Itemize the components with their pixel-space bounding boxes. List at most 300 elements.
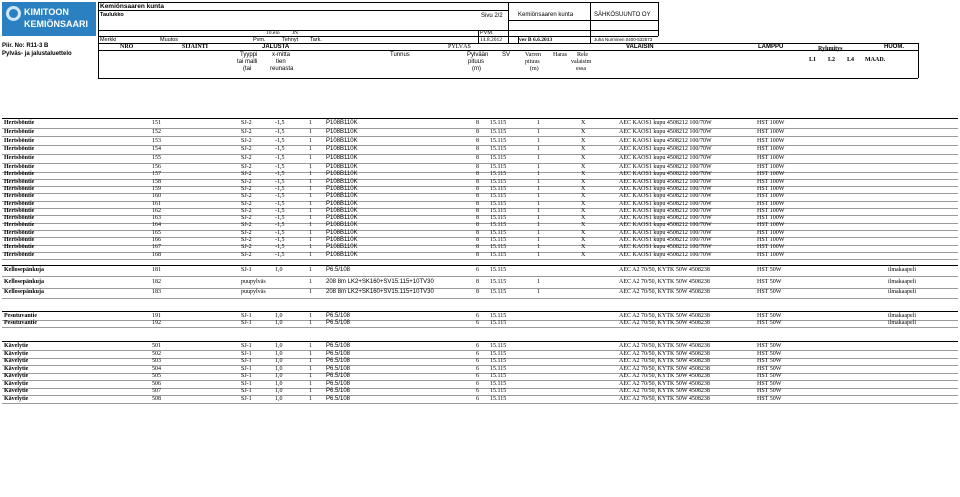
cell-jal: SJ-2 — [241, 128, 252, 135]
cell-tun: P108B110K — [326, 229, 358, 236]
cell-pit: 8 — [476, 128, 479, 135]
cell-pit: 8 — [476, 164, 479, 170]
client-name: Kemiönsaaren kunta — [518, 12, 574, 18]
cell-loc: Hertsböntie — [4, 251, 35, 258]
cell-val: AEC A2 70/50, KYTK 50W 4508238 — [619, 313, 710, 319]
cell-x: 1,0 — [275, 358, 283, 364]
cell-v: 15.115 — [490, 244, 507, 251]
cell-val: AEC A2 70/50, KYTK 50W 4508238 — [619, 380, 710, 387]
cell-pit: 6 — [476, 373, 479, 379]
row-divider — [2, 145, 958, 146]
cell-lam: HST 100W — [757, 222, 785, 229]
designer-company: SÄHKÖSUUNTO OY — [594, 12, 651, 18]
cell-v: 15.115 — [490, 358, 507, 364]
cell-x: 1,0 — [275, 313, 283, 319]
cell-v: 15.115 — [490, 215, 507, 222]
cell-c: 1 — [537, 237, 540, 243]
cell-c: 1 — [537, 279, 540, 285]
row-divider — [2, 380, 958, 381]
cell-tun: P108B110K — [326, 137, 358, 144]
cell-loc: Hertsböntie — [4, 178, 35, 185]
cell-c: 1 — [537, 128, 540, 135]
cell-pit: 8 — [476, 237, 479, 243]
cell-jal: SJ-2 — [241, 193, 252, 200]
col-lamppu: LAMPPU — [758, 44, 784, 50]
cell-r: X — [581, 137, 586, 144]
col-l1: L1 — [809, 57, 817, 63]
cell-v: 15.115 — [490, 207, 507, 214]
revision-value: ver B 6.6.2013 — [519, 37, 553, 43]
cell-r: X — [581, 222, 586, 229]
cell-val: AEC KAOS1 kupu 4508212 100/70W — [619, 120, 712, 126]
cell-c: 1 — [537, 222, 540, 229]
cell-nro: 508 — [152, 395, 161, 402]
cell-tun: P6.5/108 — [326, 350, 351, 357]
cell-val: AEC KAOS1 kupu 4508212 100/70W — [619, 164, 712, 170]
cell-n: 1 — [309, 267, 312, 273]
cell-v: 15.115 — [490, 373, 507, 379]
cell-x: -1,5 — [275, 137, 285, 144]
col-xmitta-3: reunasta — [270, 66, 294, 72]
cell-jal: SJ-2 — [241, 207, 252, 214]
cell-n: 1 — [309, 289, 312, 295]
cell-nro: 192 — [152, 320, 161, 326]
made-label: Tehnyt — [282, 37, 299, 43]
cell-x: -1,5 — [275, 215, 285, 222]
cell-x: -1,5 — [275, 207, 285, 214]
cell-n: 1 — [309, 388, 312, 394]
cell-v: 15.115 — [490, 320, 507, 326]
cell-pit: 8 — [476, 222, 479, 229]
cell-val: AEC A2 70/50, KYTK 50W 4508238 — [619, 395, 710, 402]
col-rele-2: valaisim — [571, 59, 592, 65]
cell-v: 15.115 — [490, 279, 507, 285]
cell-tun: P108B110K — [326, 120, 358, 126]
cell-val: AEC A2 70/50, KYTK 50W 4508238 — [619, 279, 710, 285]
cell-loc: Kävelytie — [4, 395, 29, 402]
cell-huom: ilmakaapeli — [888, 289, 916, 295]
cell-pit: 6 — [476, 380, 479, 387]
cell-n: 1 — [309, 155, 312, 162]
cell-lam: HST 50W — [757, 267, 782, 273]
col-huom: HUOM. — [884, 44, 904, 50]
cell-r: X — [581, 178, 586, 185]
cell-c: 1 — [537, 193, 540, 200]
cell-n: 1 — [309, 185, 312, 192]
cell-tun: P108B110K — [326, 193, 358, 200]
row-divider — [2, 265, 958, 266]
cell-val: AEC KAOS1 kupu 4508212 100/70W — [619, 215, 712, 222]
col-pylvas: PYLVÄS — [448, 44, 471, 50]
col-haras: Haras — [553, 52, 567, 58]
cell-tun: P108B110K — [326, 200, 358, 207]
cell-huom: ilmakaapeli — [888, 313, 916, 319]
cell-n: 1 — [309, 171, 312, 178]
col-sijainti: SIJAINTI — [182, 44, 209, 50]
logo-line1: KIMITOON — [24, 7, 69, 17]
cell-jal: SJ-1 — [241, 365, 252, 372]
cell-r: X — [581, 229, 586, 236]
cell-pit: 8 — [476, 279, 479, 285]
cell-tun: P108B110K — [326, 128, 358, 135]
plan-name: Pylväs- ja jalustaluettelo — [2, 51, 72, 57]
cell-loc: Hertsböntie — [4, 137, 35, 144]
cell-nro: 501 — [152, 343, 161, 349]
cell-val: AEC A2 70/50, KYTK 50W 4508238 — [619, 358, 710, 364]
cell-n: 1 — [309, 178, 312, 185]
cell-pit: 6 — [476, 320, 479, 326]
row-divider — [2, 259, 958, 260]
col-valaisin: VALAISIN — [626, 44, 654, 50]
cell-loc: Hertsböntie — [4, 146, 35, 153]
col-jalusta: JALUSTA — [262, 44, 290, 50]
cell-huom: ilmakaapeli — [888, 279, 916, 285]
pvm-label: PVM. — [480, 30, 494, 36]
cell-x: 1,0 — [275, 373, 283, 379]
cell-lam: HST 100W — [757, 215, 785, 222]
revision-label: Muutos — [160, 37, 179, 43]
cell-loc: Hertsböntie — [4, 200, 35, 207]
page-number: Sivu 2/2 — [481, 13, 503, 19]
cell-c: 1 — [537, 164, 540, 170]
cell-v: 15.115 — [490, 171, 507, 178]
cell-loc: Kävelytie — [4, 388, 29, 394]
cell-nro: 156 — [152, 164, 161, 170]
row-divider — [2, 395, 958, 396]
cell-c: 1 — [537, 185, 540, 192]
cell-nro: 165 — [152, 229, 161, 236]
cell-c: 1 — [537, 137, 540, 144]
cell-val: AEC KAOS1 kupu 4508212 100/70W — [619, 185, 712, 192]
cell-tun: P108B110K — [326, 207, 358, 214]
cell-tun: P108B110K — [326, 146, 358, 153]
cell-pit: 8 — [476, 120, 479, 126]
cell-v: 15.115 — [490, 137, 507, 144]
cell-n: 1 — [309, 200, 312, 207]
cell-x: -1,5 — [275, 251, 285, 258]
cell-lam: HST 100W — [757, 120, 785, 126]
cell-nro: 152 — [152, 128, 161, 135]
cell-lam: HST 100W — [757, 200, 785, 207]
cell-lam: HST 100W — [757, 251, 785, 258]
row-divider — [2, 179, 958, 180]
cell-v: 15.115 — [490, 229, 507, 236]
cell-jal: SJ-1 — [241, 343, 252, 349]
cell-x: -1,5 — [275, 178, 285, 185]
cell-lam: HST 100W — [757, 128, 785, 135]
cell-pit: 8 — [476, 229, 479, 236]
row-divider — [2, 341, 958, 342]
cell-lam: HST 100W — [757, 137, 785, 144]
col-tyyppi-3: (tai — [243, 66, 252, 72]
cell-v: 15.115 — [490, 313, 507, 319]
cell-jal: SJ-1 — [241, 388, 252, 394]
cell-lam: HST 100W — [757, 237, 785, 243]
cell-tun: P108B110K — [326, 237, 358, 243]
cell-pit: 8 — [476, 171, 479, 178]
cell-n: 1 — [309, 193, 312, 200]
row-divider — [2, 276, 958, 277]
row-divider — [2, 350, 958, 351]
cell-v: 15.115 — [490, 128, 507, 135]
cell-lam: HST 100W — [757, 164, 785, 170]
row-divider — [2, 237, 958, 238]
cell-x: 1,0 — [275, 395, 283, 402]
col-rele-1: Rele — [577, 52, 588, 58]
cell-r: X — [581, 200, 586, 207]
cell-pit: 6 — [476, 350, 479, 357]
cell-v: 15.115 — [490, 200, 507, 207]
cell-lam: HST 100W — [757, 171, 785, 178]
cell-c: 1 — [537, 178, 540, 185]
cell-val: AEC A2 70/50, KYTK 50W 4508238 — [619, 350, 710, 357]
cell-n: 1 — [309, 146, 312, 153]
cell-x: 1,0 — [275, 388, 283, 394]
cell-v: 15.115 — [490, 380, 507, 387]
cell-val: AEC A2 70/50, KYTK 50W 4508238 — [619, 320, 710, 326]
cell-jal: SJ-2 — [241, 155, 252, 162]
col-pituus-2: pituus — [468, 59, 485, 65]
cell-n: 1 — [309, 365, 312, 372]
cell-tun: P6.5/108 — [326, 380, 351, 387]
cell-pit: 8 — [476, 178, 479, 185]
cell-n: 1 — [309, 279, 312, 285]
cell-lam: HST 50W — [757, 289, 782, 295]
cell-lam: HST 100W — [757, 178, 785, 185]
row-divider — [2, 172, 958, 173]
cell-c: 1 — [537, 200, 540, 207]
cell-r: X — [581, 155, 586, 162]
cell-n: 1 — [309, 222, 312, 229]
cell-nro: 153 — [152, 137, 161, 144]
cell-nro: 505 — [152, 373, 161, 379]
cell-c: 1 — [537, 146, 540, 153]
cell-tun: P6.5/108 — [326, 343, 351, 349]
cell-n: 1 — [309, 237, 312, 243]
cell-x: 1,0 — [275, 343, 283, 349]
date-value: 14.8.2012 — [480, 37, 502, 43]
cell-n: 1 — [309, 128, 312, 135]
cell-n: 1 — [309, 215, 312, 222]
cell-nro: 161 — [152, 200, 161, 207]
cell-n: 1 — [309, 373, 312, 379]
cell-nro: 166 — [152, 237, 161, 243]
cell-nro: 162 — [152, 207, 161, 214]
cell-tun: P6.5/108 — [326, 395, 351, 402]
cell-r: X — [581, 171, 586, 178]
cell-loc: Hertsböntie — [4, 128, 35, 135]
cell-tun: P6.5/108 — [326, 373, 351, 379]
col-varren-1: Varren — [525, 52, 541, 58]
cell-lam: HST 100W — [757, 146, 785, 153]
col-l4: L4 — [847, 57, 855, 63]
cell-x: -1,5 — [275, 229, 285, 236]
col-xmitta-1: x-mitta — [272, 52, 290, 58]
cell-v: 15.115 — [490, 267, 507, 273]
cell-pit: 6 — [476, 358, 479, 364]
cell-jal: SJ-2 — [241, 229, 252, 236]
cell-jal: SJ-2 — [241, 120, 252, 126]
cell-lam: HST 50W — [757, 343, 782, 349]
cell-nro: 159 — [152, 185, 161, 192]
cell-jal: SJ-1 — [241, 380, 252, 387]
cell-nro: 507 — [152, 388, 161, 394]
cell-nro: 167 — [152, 244, 161, 251]
cell-val: AEC KAOS1 kupu 4508212 100/70W — [619, 207, 712, 214]
row-divider — [2, 373, 958, 374]
cell-nro: 155 — [152, 155, 161, 162]
row-divider — [2, 252, 958, 253]
cell-v: 15.115 — [490, 350, 507, 357]
cell-jal: SJ-2 — [241, 164, 252, 170]
cell-tun: P108B110K — [326, 251, 358, 258]
cell-val: AEC KAOS1 kupu 4508212 100/70W — [619, 178, 712, 185]
cell-pit: 8 — [476, 215, 479, 222]
col-maad: MAAD. — [865, 57, 886, 63]
cell-nro: 158 — [152, 178, 161, 185]
cell-r: X — [581, 237, 586, 243]
cell-c: 1 — [537, 207, 540, 214]
cell-x: -1,5 — [275, 193, 285, 200]
cell-lam: HST 100W — [757, 185, 785, 192]
cell-loc: Kellosepänkuja — [4, 279, 45, 285]
cell-loc: Pesutuvantie — [4, 320, 37, 326]
cell-x: -1,5 — [275, 237, 285, 243]
cell-val: AEC KAOS1 kupu 4508212 100/70W — [619, 222, 712, 229]
cell-n: 1 — [309, 251, 312, 258]
cell-n: 1 — [309, 164, 312, 170]
cell-x: -1,5 — [275, 171, 285, 178]
row-divider — [2, 201, 958, 202]
cell-c: 1 — [537, 289, 540, 295]
cell-jal: SJ-2 — [241, 137, 252, 144]
cell-lam: HST 50W — [757, 313, 782, 319]
cell-lam: HST 100W — [757, 155, 785, 162]
cell-v: 15.115 — [490, 388, 507, 394]
mark-label: Merkki — [100, 37, 117, 43]
cell-nro: 504 — [152, 365, 161, 372]
cell-x: 1,0 — [275, 320, 283, 326]
cell-n: 1 — [309, 120, 312, 126]
cell-x: -1,5 — [275, 244, 285, 251]
cell-pit: 6 — [476, 343, 479, 349]
cell-lam: HST 50W — [757, 395, 782, 402]
row-divider — [2, 388, 958, 389]
cell-nro: 182 — [152, 279, 161, 285]
col-sv: SV — [502, 52, 511, 58]
cell-x: -1,5 — [275, 222, 285, 229]
row-divider — [2, 215, 958, 216]
cell-pit: 8 — [476, 185, 479, 192]
cell-pit: 8 — [476, 155, 479, 162]
cell-tun: P6.5/108 — [326, 365, 351, 372]
col-tyyppi-1: Tyyppi — [240, 52, 258, 58]
logo-mark-icon — [6, 6, 21, 21]
cell-val: AEC KAOS1 kupu 4508212 100/70W — [619, 193, 712, 200]
cell-loc: Kävelytie — [4, 358, 29, 364]
cell-nro: 163 — [152, 215, 161, 222]
cell-pit: 6 — [476, 388, 479, 394]
cell-loc: Hertsböntie — [4, 237, 35, 243]
cell-tun: P108B110K — [326, 178, 358, 185]
row-divider — [2, 327, 958, 328]
row-divider — [2, 118, 958, 119]
cell-v: 15.115 — [490, 237, 507, 243]
cell-n: 1 — [309, 343, 312, 349]
cell-c: 1 — [537, 171, 540, 178]
cell-r: X — [581, 164, 586, 170]
row-divider — [2, 163, 958, 164]
cell-loc: Hertsböntie — [4, 207, 35, 214]
municipality-logo — [2, 2, 96, 36]
cell-tun: P6.5/108 — [326, 388, 351, 394]
cell-c: 1 — [537, 229, 540, 236]
cell-tun: P108B110K — [326, 185, 358, 192]
cell-jal: SJ-2 — [241, 200, 252, 207]
cell-val: AEC KAOS1 kupu 4508212 100/70W — [619, 200, 712, 207]
cell-r: X — [581, 120, 586, 126]
cell-nro: 503 — [152, 358, 161, 364]
cell-pit: 8 — [476, 244, 479, 251]
cell-val: AEC KAOS1 kupu 4508212 100/70W — [619, 244, 712, 251]
cell-jal: SJ-1 — [241, 267, 252, 273]
cell-tun: P108B110K — [326, 164, 358, 170]
cell-v: 15.115 — [490, 222, 507, 229]
cell-pit: 8 — [476, 251, 479, 258]
cell-loc: Pesutuvantie — [4, 313, 37, 319]
cell-n: 1 — [309, 244, 312, 251]
designer-name: Juha Nurminen 0400-532573 — [594, 37, 653, 42]
cell-r: X — [581, 207, 586, 214]
cell-loc: Kellosepänkuja — [4, 267, 45, 273]
col-pituus-3: (m) — [472, 66, 481, 72]
cell-tun: 208 8m LK2+SK160+SV15.115+10TV30 — [326, 289, 434, 295]
plan-number: Piir. No: R11-3 B — [2, 43, 49, 49]
cell-v: 15.115 — [490, 251, 507, 258]
cell-r: X — [581, 244, 586, 251]
cell-tun: P108B110K — [326, 171, 358, 178]
cell-loc: Kävelytie — [4, 350, 29, 357]
cell-x: 1,0 — [275, 380, 283, 387]
cell-lam: HST 50W — [757, 365, 782, 372]
cell-lam: HST 100W — [757, 229, 785, 236]
cell-x: 1,0 — [275, 350, 283, 357]
row-divider — [2, 223, 958, 224]
cell-val: AEC KAOS1 kupu 4508212 100/70W — [619, 251, 712, 258]
cell-v: 15.115 — [490, 185, 507, 192]
org-name: Kemiönsaaren kunta — [100, 3, 164, 10]
cell-c: 1 — [537, 155, 540, 162]
cell-c: 1 — [537, 120, 540, 126]
cell-nro: 164 — [152, 222, 161, 229]
col-xmitta-2: tien — [276, 59, 286, 65]
cell-loc: Hertsböntie — [4, 185, 35, 192]
row-divider — [2, 358, 958, 359]
cell-lam: HST 50W — [757, 358, 782, 364]
cell-n: 1 — [309, 395, 312, 402]
row-divider — [2, 403, 958, 404]
cell-jal: SJ-2 — [241, 178, 252, 185]
cell-n: 1 — [309, 320, 312, 326]
cell-v: 15.115 — [490, 365, 507, 372]
cell-lam: HST 50W — [757, 380, 782, 387]
row-divider — [2, 193, 958, 194]
cell-lam: HST 50W — [757, 350, 782, 357]
cell-c: 1 — [537, 251, 540, 258]
cell-x: 1,0 — [275, 267, 283, 273]
cell-x: -1,5 — [275, 164, 285, 170]
col-tyyppi-2: tai malli — [237, 59, 258, 65]
